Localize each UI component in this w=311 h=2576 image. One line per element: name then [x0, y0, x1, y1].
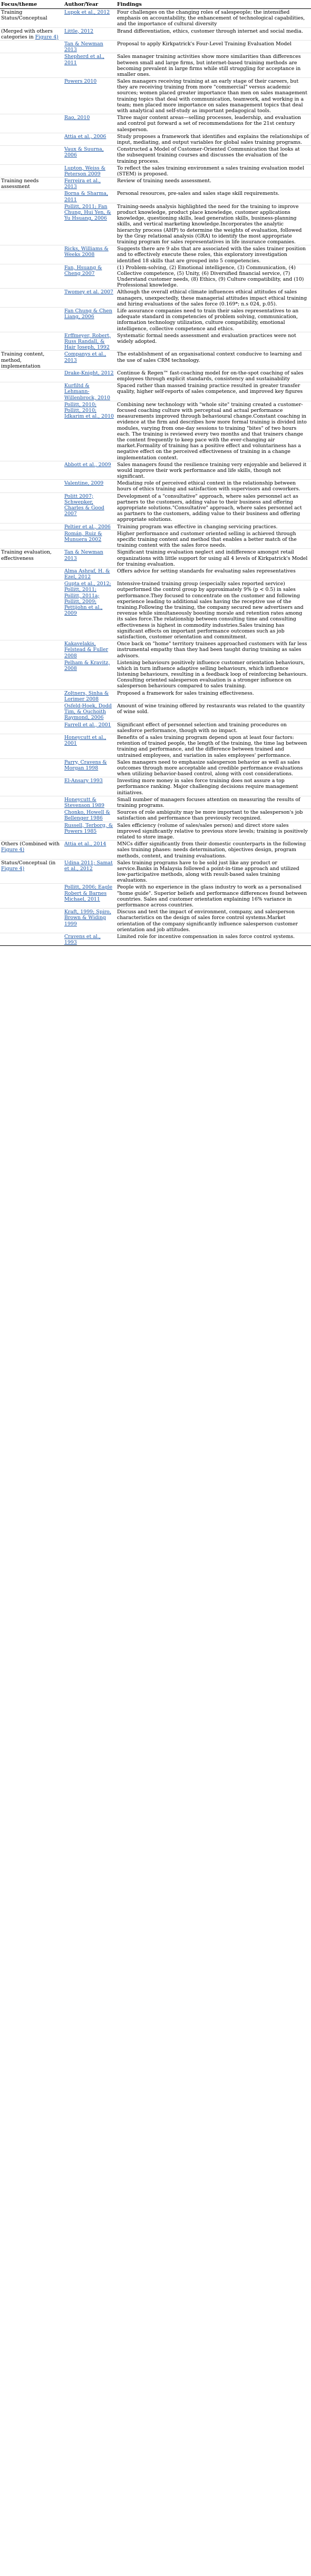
author-citation-link[interactable]: Ricks, Williams & Weeks 2008: [64, 246, 109, 258]
author-cell: [63, 758, 116, 777]
focus-cell: [0, 264, 63, 289]
table-row: [0, 796, 311, 808]
findings-cell: Amount of wine training offered by restaurants was related to the quantity of wine sold.: [116, 703, 311, 722]
focus-cell: [0, 758, 63, 777]
table-row: [0, 549, 311, 568]
author-cell: [63, 351, 116, 370]
findings-cell: Higher performance and customer oriented selling is achieved through specific training content and method that enables a better match of the training content with the sales force needs.: [116, 530, 311, 549]
table-row: [0, 859, 311, 884]
findings-cell: Combining new technology with "whole site" training created a customer-focused coaching culture with perceptual and actual performance measurements improved through behavioural change.Constant coaching in evidence at the firm and describes how more formal training is divided into modules, varying from one-day sessions to training "bites" of two hours each. The training is reviewed every two months and that trainers change the content frequently to keep pace with the ever-changing air market.Formality of training has a positive effect and voluntariness has a negative effect on the perceived effectiveness of training in a change implementation context.: [116, 401, 311, 461]
table-row: [0, 777, 311, 796]
author-citation-link[interactable]: Vaux & Suurna, 2006: [64, 146, 104, 159]
author-citation-link[interactable]: Cravens et al., 1993: [64, 933, 101, 946]
focus-text: Training needs assessment: [1, 178, 39, 190]
table-row: [0, 53, 311, 78]
focus-text: Training evaluation, effectiveness: [1, 549, 52, 561]
findings-cell: Sales manager training activities show more similarities than differences between small and large firms, but internet-based training methods are becoming prevalent in large firms while still struggling for acceptance in smaller ones.: [116, 53, 311, 78]
focus-cell: [0, 480, 63, 492]
author-citation-link[interactable]: Román, Ruiz & Munuera 2002: [64, 530, 102, 542]
header-findings: Findings: [116, 0, 311, 9]
table-row: [0, 640, 311, 659]
author-citation-link[interactable]: Ferreira et al., 2013: [64, 178, 101, 190]
author-citation-link[interactable]: Gupta et al., 2012; Pollitt, 2011; Pollitt, 2011a; Pollitt, 2009; Pettijohn et al., 2009: [64, 581, 111, 617]
findings-cell: Discuss and test the impact of environment, company, and salesperson characteristics on the design of sales force control systems.Market orientation of the company significantly influence salesperson customer orientation and job attitudes.: [116, 909, 311, 933]
author-cell: [63, 27, 116, 40]
focus-cell: [0, 933, 63, 945]
table-row: [0, 721, 311, 734]
table-row: [0, 133, 311, 145]
author-citation-link[interactable]: Fan Chung & Chen Liang, 2006: [64, 308, 112, 320]
focus-cell: [0, 530, 63, 549]
findings-cell: Although the overall ethical climate influences ethical attitudes of sales managers, unexpectedly, these managerial attitudes impact ethical training and hiring evaluations of the sales force (0.169*; n.s 024, p.05).: [116, 289, 311, 308]
table-header: [0, 0, 311, 9]
author-citation-link[interactable]: Abbott et al., 2009: [64, 461, 111, 468]
findings-cell: Training-needs analysis highlighted the need for the training to improve product knowledge, product place knowledge, customer applications knowledge, questioning skills, lead generation skills, business-planning skills, and vertical marketing knowledge.Incorporates the analytic hierarchy process (AHP) to determine the weights of evaluation, followed by the Gray relational analysis (GRA) to identify the most appropriate training program for sales representatives in life insurance companies.: [116, 203, 311, 245]
author-citation-link[interactable]: Pollitt, 2006; Eagle Robert & Barnes Michael, 2011: [64, 884, 113, 902]
table-row: [0, 523, 311, 530]
figure-link[interactable]: Figure 4): [1, 865, 25, 872]
author-citation-link[interactable]: Farrell et al., 2001: [64, 722, 111, 728]
author-cell: [63, 53, 116, 78]
findings-cell: Constructed a Model of Customer-Oriented Communication that looks at the subsequent training courses and discusses the evaluation of the training process.: [116, 146, 311, 165]
table-row: [0, 884, 311, 909]
findings-cell: Life assurance companies need to train their sales representatives to an adequate standard in competencies of problem solving, communication, information technology utilization, culture compatibility, emotional intelligence, collective competence and ethics.: [116, 308, 311, 332]
author-citation-link[interactable]: Kraft, 1999; Spiro, Brown & Widing 1999: [64, 909, 111, 927]
findings-cell: Proposed a framework for sales training effectiveness.: [116, 689, 311, 702]
table-row: [0, 530, 311, 549]
author-cell: [63, 114, 116, 133]
author-cell: [63, 492, 116, 523]
findings-cell: Offers advice for setting standards for evaluating sales representatives: [116, 567, 311, 580]
findings-cell: Significant effect of personnel selection and training procedures on salesforce performance, though with no impact.: [116, 721, 311, 734]
table-row: [0, 289, 311, 308]
author-cell: [63, 721, 116, 734]
table-row: [0, 351, 311, 370]
author-citation-link[interactable]: Powers 2010: [64, 78, 97, 85]
focus-cell: [0, 369, 63, 382]
author-cell: [63, 308, 116, 332]
author-citation-link[interactable]: Kakavelakis, Felstead & Fuller 2008: [64, 641, 109, 659]
author-citation-link[interactable]: El-Ansary 1993: [64, 778, 103, 784]
findings-cell: Brand differentiation, ethics, customer through internet and social media.: [116, 27, 311, 40]
findings-cell: Systematic formal needs assessment and evaluation practices were not widely adopted.: [116, 332, 311, 351]
focus-cell: [0, 721, 63, 734]
figure-link[interactable]: Figure 4): [35, 34, 59, 40]
figure-link[interactable]: Figure 4): [1, 847, 25, 853]
author-cell: [63, 146, 116, 165]
findings-cell: Intensive-trained training group (especially sales reported service) outperformed the control group by approximately 9% (p < 0.5) in sales performance.They focused to concentrate on the customer and following experience leading to additional sales having the receptive use of the training.Following the training, the company secured new advertisers and revenue while simultaneously boosting morale and retention rates among its sales force.The relationship between consulting time and consulting effectiveness is highest in commodity industries.Sales training has significant effects on important performance outcomes such as job satisfaction, customer orientation and commitment.: [116, 580, 311, 640]
focus-cell: [0, 549, 63, 568]
author-citation-link[interactable]: Kurfiltd & Lehmann-Willenbrock, 2010: [64, 383, 110, 401]
findings-cell: Training program was effective in changing servicing practices.: [116, 523, 311, 530]
focus-cell: [0, 841, 63, 860]
findings-cell: Four challenges on the changing roles of salespeople; the intensified emphasis on accountability, the enhancement of technological capabilities, and the importance of cultural diversity: [117, 9, 305, 27]
focus-cell: [0, 164, 63, 177]
author-cell: [63, 859, 116, 884]
findings-cell: Suggests there are 9 abs that are associated with the sales trainer position and to effectively execute these roles, this exploratory investigation identified 18 skills that are grouped into 5 competencies.: [116, 245, 311, 264]
table-row: [0, 809, 311, 822]
focus-cell: [0, 382, 63, 401]
author-cell: [63, 382, 116, 401]
author-cell: [63, 659, 116, 689]
table-row: [0, 401, 311, 461]
focus-cell: [0, 580, 63, 640]
findings-cell: Sales efficiency (volume of sales/sales person) and direct store sales improved significantly relative to previous store levels; training is positively related to store image.: [116, 822, 311, 841]
focus-cell: [0, 567, 63, 580]
focus-cell: [0, 734, 63, 758]
findings-cell: Proposal to apply Kirkpatrick's Four-Level Training Evaluation Model: [116, 40, 311, 53]
table-row: [0, 480, 311, 492]
author-citation-link[interactable]: Politt 2007; Schwepker, Charles & Good 2007: [64, 493, 104, 517]
table-row: [0, 114, 311, 133]
author-cell: [63, 289, 116, 308]
author-citation-link[interactable]: Shepherd et al., 2011: [64, 54, 104, 66]
focus-cell: [0, 114, 63, 133]
findings-cell: The establishment of an organisational context conducive to learning and the use of sales CRM technology.: [116, 351, 311, 370]
findings-cell: Continue & Regen™ fast-coaching model for on-the-spot coaching of sales employees through explicit standards, consistency and sustainability: [116, 369, 311, 382]
table-row: [0, 689, 311, 702]
author-cell: [63, 909, 116, 933]
author-citation-link[interactable]: Osfeld-Hoek, Dodd Tim, & Ouchoith Raymond, 2006: [64, 703, 112, 721]
author-cell: [63, 264, 116, 289]
header-focus: Focus/theme: [0, 0, 63, 9]
author-citation-link[interactable]: Drake-Knight, 2012: [64, 370, 114, 376]
focus-cell: [0, 289, 63, 308]
author-citation-link[interactable]: Little, 2012: [64, 28, 94, 34]
table-row: [0, 164, 311, 177]
author-citation-link[interactable]: Pollitt, 2010; Pollitt, 2010; Idkarim et al., 2010: [64, 401, 114, 420]
focus-cell: [0, 332, 63, 351]
author-citation-link[interactable]: Lupok et al., 2012: [64, 9, 110, 15]
author-citation-link[interactable]: Companys et al., 2013: [64, 351, 106, 363]
table-body: [0, 9, 311, 946]
focus-cell: [0, 177, 63, 190]
author-cell: [63, 777, 116, 796]
table-row: [0, 567, 311, 580]
findings-cell: (1) Problem-solving, (2) Emotional intelligence, (3) Communication, (4) Collective competence, (5) Unity, (6) Diversified financial service, (7) Understand customer needs, (8) Ethics, (9) Culture compatibility, and (10) Professional knowledge.: [116, 264, 311, 289]
findings-cell: Significant training evaluation neglect and indifference amongst retail organizations with little support for using all 4 levels of Kirkpatrick's Model for training evaluation.: [116, 549, 311, 568]
focus-text: Others (Combined with: [1, 841, 60, 847]
author-citation-link[interactable]: Pollitt, 2011; Fan Chung, Hui Yen, & Yu Hsuang, 2006: [64, 203, 111, 222]
findings-cell: Sales managers receiving training at an early stage of their careers, but they are receiving training from more "commercial" versus academic sources; women placed greater importance than men on sales management training topics that deal with communication, teamwork, and working in a team; men placed more importance on sales management topics that deal with analytical and self-study as important pedagogical tools.: [116, 78, 311, 114]
table-row: [0, 909, 311, 933]
focus-cell: [0, 909, 63, 933]
focus-cell: [0, 859, 63, 884]
focus-cell: [0, 492, 63, 523]
author-citation-link[interactable]: Alma Ashraf, H. & Ezel, 2012: [64, 568, 110, 580]
focus-cell: [0, 809, 63, 822]
table-row: [0, 308, 311, 332]
table-row: [0, 734, 311, 758]
table-row: [0, 146, 311, 165]
table-row: [0, 9, 311, 28]
author-cell: [63, 841, 116, 860]
focus-cell: [0, 27, 63, 40]
author-cell: [63, 245, 116, 264]
table-row: [0, 758, 311, 777]
author-citation-link[interactable]: Chonko, Howell & Bellenger 1986: [64, 810, 110, 822]
focus-cell: [0, 659, 63, 689]
focus-cell: [0, 777, 63, 796]
table-row: [0, 659, 311, 689]
author-cell: [63, 523, 116, 530]
author-citation-link[interactable]: Twomey et al. 2007: [64, 289, 114, 295]
focus-cell: [0, 53, 63, 78]
findings-cell: Review of training needs assessment.: [116, 177, 311, 190]
focus-text: Training Status/Conceptual: [1, 9, 47, 22]
table-row: [0, 492, 311, 523]
author-citation-link[interactable]: Valentine, 2009: [64, 480, 104, 487]
table-row: [0, 703, 311, 722]
focus-cell: [0, 796, 63, 808]
focus-cell: [0, 308, 63, 332]
findings-cell: Personal resources, pre-sales and sales stage skill requirements.: [116, 190, 311, 203]
author-cell: [63, 796, 116, 808]
author-cell: [63, 734, 116, 758]
author-cell: [63, 369, 116, 382]
focus-cell: [0, 78, 63, 114]
author-cell: [63, 933, 116, 945]
findings-cell: Listening behaviours positively influence customer orientation behaviours, which in turn influence adaptive selling behaviours, which influence listening behaviours, resulting in a feedback loop of reinforcing behaviours. Consulting oriented salesperson evaluation is a stronger influence on salesperson behaviours compared to sales training.: [116, 659, 311, 689]
author-cell: [63, 461, 116, 480]
author-cell: [63, 640, 116, 659]
findings-cell: MNCs differ significantly from their domestic counterparts in the following sales training phases: needs determination, objectives design, program methods, content, and training evaluations.: [116, 841, 311, 860]
author-cell: [63, 401, 116, 461]
author-citation-link[interactable]: Borna & Sharma, 2011: [64, 191, 108, 203]
author-cell: [63, 549, 116, 568]
focus-cell: [0, 884, 63, 909]
focus-cell: [0, 245, 63, 264]
findings-cell: To reflect the sales training environment a sales training evaluation model (STEM) is proposed.: [116, 164, 311, 177]
author-citation-link[interactable]: Udina 2011; Samat et al., 2012: [64, 860, 113, 872]
findings-cell: Three major content areas—selling processes, leadership, and evaluation and control put forward a set of recommendations for the 21st century salesperson.: [116, 114, 311, 133]
focus-text: (Merged with others categories in: [1, 28, 53, 40]
focus-cell: [0, 190, 63, 203]
author-citation-link[interactable]: Honeycutt et al., 2001: [64, 734, 106, 747]
findings-cell: Study proposes a framework that identifies and explains the relationships of input, mediating, and output variables for global sales training programs.: [116, 133, 311, 145]
focus-cell: [0, 146, 63, 165]
author-citation-link[interactable]: Fan, Hsuang & Cheng 2007: [64, 264, 102, 277]
focus-cell: [0, 133, 63, 145]
table-row: [0, 190, 311, 203]
table-row: [0, 264, 311, 289]
author-citation-link[interactable]: Erffmeyer, Robert, Russ Randall, & Hair Joseph, 1992: [64, 332, 111, 351]
findings-cell: Sources of role ambiguity may be more important to the salesperson's job satisfaction and performance than previously recognized.: [116, 809, 311, 822]
focus-text: Training content, method, implementation: [1, 351, 45, 369]
focus-cell: [0, 351, 63, 370]
findings-cell: Sales managers need to emphasize salesperson behavior as well as sales outcomes through more acceptable and credible performance evaluations when utilizing behavior-based control, along with cost considerations.: [116, 758, 311, 777]
table-row: [0, 933, 311, 945]
author-cell: [63, 133, 116, 145]
author-cell: [63, 203, 116, 245]
focus-cell: [0, 203, 63, 245]
author-cell: [63, 480, 116, 492]
author-citation-link[interactable]: Peltier et al., 2006: [64, 524, 111, 530]
author-cell: [63, 164, 116, 177]
author-cell: [63, 530, 116, 549]
findings-cell: Small number of managers focuses attention on measuring the results of training programs.: [116, 796, 311, 808]
author-citation-link[interactable]: Russell, Terborg, & Powers 1985: [64, 822, 113, 834]
table-row: [0, 40, 311, 53]
findings-cell: Development of a "consultative" approach, where sales personnel act as partners to the customers, adding value to their business and offering appropriate solutions."Consultative" approach, where sales personnel act as partners to the customers, adding value to their business and offering appropriate solutions.: [116, 492, 311, 523]
header-author: Author/Year: [63, 0, 116, 9]
author-citation-link[interactable]: Attia et al., 2014: [64, 841, 106, 847]
author-cell: [63, 884, 116, 909]
author-cell: [63, 809, 116, 822]
author-cell: [63, 177, 116, 190]
author-cell: [63, 689, 116, 702]
author-citation-link[interactable]: Attia et al., 2006: [64, 133, 106, 140]
author-cell: [63, 9, 116, 28]
table-row: [0, 332, 311, 351]
table-row: [0, 203, 311, 245]
focus-cell: [0, 461, 63, 480]
table-row: [0, 245, 311, 264]
focus-cell: [0, 640, 63, 659]
focus-cell: [0, 523, 63, 530]
author-cell: [63, 703, 116, 722]
author-citation-link[interactable]: Rao, 2010: [64, 115, 90, 121]
focus-cell: [0, 9, 63, 28]
author-citation-link[interactable]: Lupton, Weiss & Peterson 2009: [64, 165, 106, 177]
table-row: [0, 822, 311, 841]
author-cell: [63, 190, 116, 203]
author-cell: [63, 78, 116, 114]
findings-cell: Investing more money in sales force training does not assure a top performance ranking. Major challenging decisions require management initiatives.: [116, 777, 311, 796]
author-cell: [63, 580, 116, 640]
table-row: [0, 369, 311, 382]
findings-cell: Sales managers found the resilience training very enjoyable and believed it would improve their work performance and life skills, though not significant.: [116, 461, 311, 480]
focus-cell: [0, 689, 63, 702]
findings-cell: Once back on "home" territory trainees approached customers with far less instrumental empathy than they had been taught during training as sales advisors.: [116, 640, 311, 659]
findings-cell: Mediating role of perceived ethical context in the relationship between hours of ethics training and satisfaction with supervisors and coworkers.: [116, 480, 311, 492]
literature-review-table: [0, 0, 311, 946]
author-cell: [63, 567, 116, 580]
table-row: [0, 27, 311, 40]
focus-text: Status/Conceptual (in: [1, 860, 56, 866]
findings-cell: Sales training programs have to be sold just like any product or service.Banks in Malaysia followed a point-in-time approach and utilized low-participative methods, along with result-based sales training evaluations.: [116, 859, 311, 884]
focus-cell: [0, 703, 63, 722]
findings-cell: People with no experience in the glass industry to work as a personalised "home guide". Superior beliefs and performance differences found between countries. Sales and customer orientation explaining 16% variance in performance across countries.: [116, 884, 311, 909]
table-row: [0, 461, 311, 480]
focus-cell: [0, 822, 63, 841]
table-row: [0, 78, 311, 114]
table-row: [0, 177, 311, 190]
author-citation-link[interactable]: Parry, Cravens & Morgan 1998: [64, 759, 107, 771]
findings-cell: Spaced rather than massed training practice resulted in greater transfer quality, higher self-reports of sales competence, and improved key figures: [116, 382, 311, 401]
author-citation-link[interactable]: Tan & Newman 2013: [64, 41, 103, 53]
author-citation-link[interactable]: Tan & Newman 2013: [64, 549, 103, 561]
focus-cell: [0, 401, 63, 461]
focus-cell: [0, 40, 63, 53]
table-row: [0, 382, 311, 401]
author-cell: [63, 40, 116, 53]
author-cell: [63, 332, 116, 351]
author-citation-link[interactable]: Honeycutt & Stevenson 1989: [64, 796, 104, 808]
table-row: [0, 841, 311, 860]
table-row: [0, 580, 311, 640]
author-citation-link[interactable]: Zoltners, Sinha & Lorimer 2008: [64, 690, 109, 702]
author-citation-link[interactable]: Pelham & Kravitz, 2008: [64, 659, 110, 672]
findings-cell: Benefits of a sales training program depend upon at least four factors: retention of trained people, the length of the training, the time lag between training and performance, and the difference between trained and untrained employees, and variation in sales employees' performance.: [116, 734, 311, 758]
findings-cell: Limited role for incentive compensation in sales force control systems.: [116, 933, 311, 945]
author-cell: [63, 822, 116, 841]
